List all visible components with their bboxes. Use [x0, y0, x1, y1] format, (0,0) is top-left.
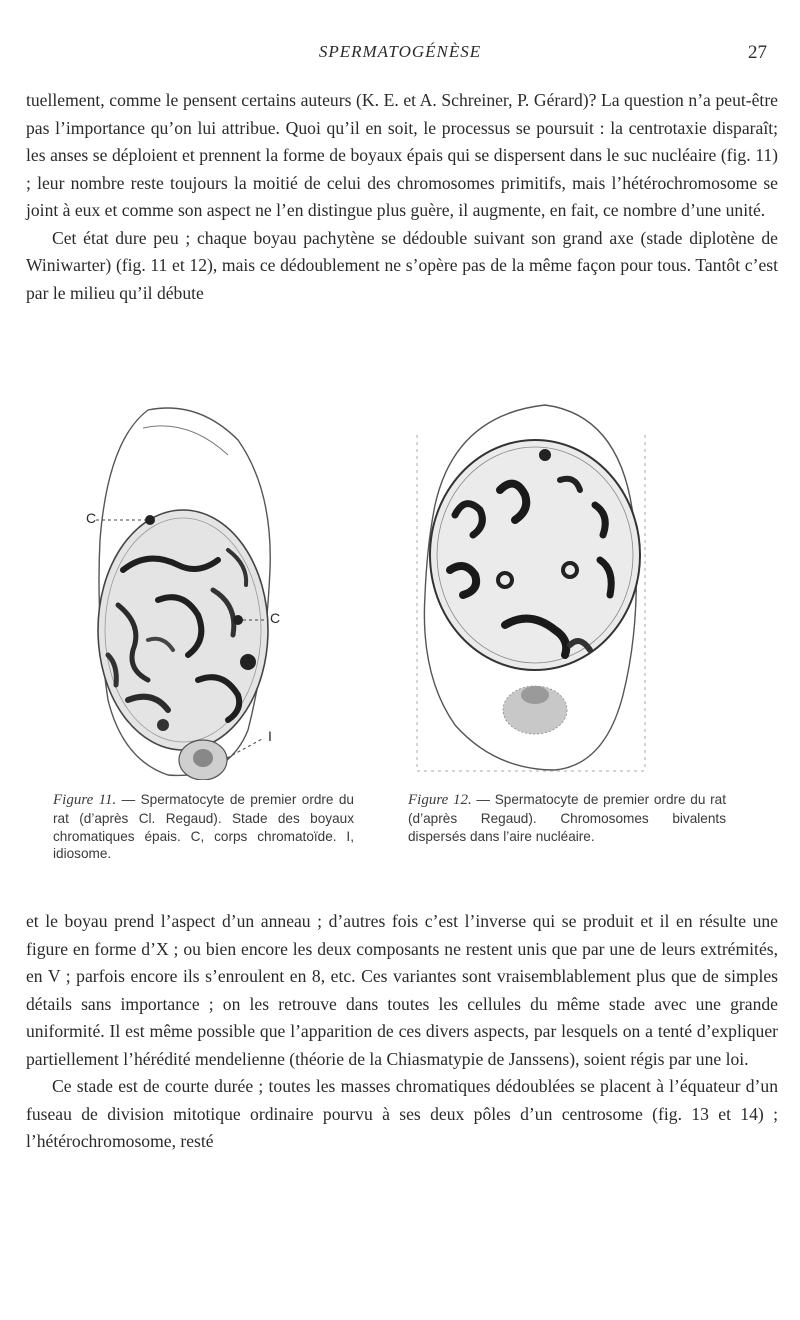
paragraph: et le boyau prend l’aspect d’un anneau ; d’autres fois c’est l’inverse qui se produit et il en résulte une figure en forme d’X ; ou bien encore les deux composants ne restent unis que par une de leurs extrémités, en V ; parfois encore ils s’enroulent en 8, etc. Ces variantes sont vraisemblablement plus que de simples détails sans importance ; on les retrouve dans toutes les cellules du même stade avec une grande uniformité. Il est même possible que l’apparition de ces divers aspects, par lesquels on a tenté d’expliquer partiellement l’hérédité mendelienne (théorie de la Chiasmatypie de Janssens), soient régis par une loi.	[26, 911, 778, 1069]
paragraph: Cet état dure peu ; chaque boyau pachytène se dédouble suivant son grand axe (stade diplotène de Winiwarter) (fig. 11 et 12), mais ce dédoublement ne s’opère pas de la même façon pour tous. Tantôt c’est par le milieu qu’il débute	[26, 227, 778, 303]
figure-12-caption	[408, 791, 726, 845]
figure-12-caption-label: Figure 12.	[408, 792, 472, 808]
label-c-right: C	[270, 610, 281, 626]
running-title: SPERMATOGÉNÈSE	[318, 42, 482, 61]
figure-11-caption-text: — Spermatocyte de premier ordre du rat (d’après Cl. Regaud). Stade des boyaux chromatiques épais. C, corps chromatoïde. I, idiosome.	[53, 792, 354, 862]
body-text-bottom	[26, 908, 778, 1156]
figure-12-caption-text: — Spermatocyte de premier ordre du rat (d’après Regaud). Chromosomes bivalents dispersés dans l’aire nucléaire.	[408, 792, 726, 844]
label-c-left: C	[86, 510, 97, 526]
label-i: I	[268, 728, 272, 744]
figure-12-drawing	[405, 395, 655, 775]
figure-11-caption	[53, 791, 354, 863]
paragraph: tuellement, comme le pensent certains auteurs (K. E. et A. Schreiner, P. Gérard)? La question n’a peut-être pas l’importance qu’on lui attribue. Quoi qu’il en soit, le processus se poursuit : la centrotaxie disparaît; les anses se déploient et prennent la forme de boyaux épais qui se dispersent dans le suc nucléaire (fig. 11) ; leur nombre reste toujours la moitié de celui des chromosomes primitifs, mais l’hétérochromosome se joint à eux et comme son aspect ne l’en distingue plus guère, il augmente, en fait, ce nombre d’une unité.	[26, 90, 778, 220]
body-text-top	[26, 87, 778, 307]
page-number: 27	[748, 42, 767, 63]
figure-11-caption-label: Figure 11.	[53, 792, 117, 808]
figure-12-illustration	[405, 395, 655, 775]
paragraph: Ce stade est de courte durée ; toutes les masses chromatiques dédoublées se placent à l’équateur d’un fuseau de division mitotique ordinaire pourvu à ses deux pôles d’un centrosome (fig. 13 et 14) ; l’hétérochromosome, resté	[26, 1076, 778, 1151]
figure-11-illustration	[88, 400, 298, 780]
figure-11-drawing	[88, 400, 298, 780]
